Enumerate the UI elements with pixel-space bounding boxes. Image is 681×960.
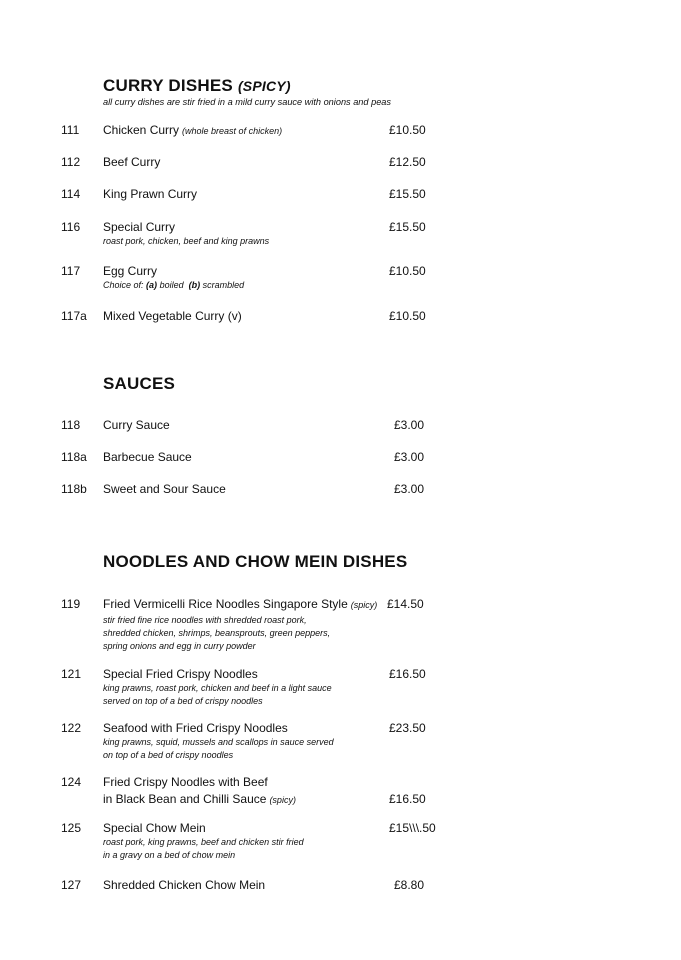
curry-title-note: (SPICY) [237,78,291,94]
item-name [103,123,282,137]
choice-prefix: Choice of: [103,280,144,290]
item-description: king prawns, squid, mussels and scallops in sauce served on top of a bed of crispy noodles [103,737,334,760]
item-name: King Prawn Curry [103,187,198,201]
item-name: Fried Crispy Noodles with Beef [103,775,268,789]
item-name [103,597,377,611]
item-number: 114 [61,187,81,201]
item-description: stir fried fine rice noodles with shredded roast pork, shredded chicken, shrimps, beansprouts, green peppers, spring onions and egg in curry powder [103,615,331,651]
item-price: £15\\\.50 [389,821,436,835]
item-number: 124 [61,775,82,789]
item-price: £16.50 [389,792,426,806]
item-name: Special Chow Mein [103,821,206,835]
item-name: Beef Curry [103,155,161,169]
item-name: Egg Curry [103,264,158,278]
item-number: 121 [61,667,82,681]
item-note: (whole breast of chicken) [182,126,283,136]
item-price: £8.80 [394,878,425,892]
item-name-text: Fried Vermicelli Rice Noodles Singapore Style [103,597,348,611]
item-number: 118a [61,450,87,464]
item-note: (spicy) [269,795,296,805]
item-price: £16.50 [389,667,426,681]
item-name: Mixed Vegetable Curry (v) [103,309,242,323]
item-name: Sweet and Sour Sauce [103,482,226,496]
item-price: £10.50 [389,309,426,323]
noodles-heading: NOODLES AND CHOW MEIN DISHES [103,552,408,571]
item-number: 117a [61,309,87,323]
item-price: £3.00 [394,450,425,464]
sauces-heading: SAUCES [103,374,176,393]
item-number: 127 [61,878,82,892]
item-name-line2 [103,792,296,806]
item-number: 117 [61,264,81,278]
item-name: Seafood with Fried Crispy Noodles [103,721,288,735]
item-description: king prawns, roast pork, chicken and beef in a light sauce served on top of a bed of crispy noodles [103,683,332,706]
curry-intro: all curry dishes are stir fried in a mild curry sauce with onions and peas [103,97,392,107]
item-number: 116 [61,220,81,234]
item-price: £12.50 [389,155,426,169]
item-number: 125 [61,821,82,835]
item-number: 111 [61,123,80,137]
item-description: roast pork, king prawns, beef and chicken stir fried in a gravy on a bed of chow mein [103,837,304,860]
item-price: £3.00 [394,418,425,432]
item-name-line2-text: in Black Bean and Chilli Sauce [103,792,267,806]
item-price: £3.00 [394,482,425,496]
item-name: Shredded Chicken Chow Mein [103,878,266,892]
item-name: Barbecue Sauce [103,450,192,464]
option-a-label: (a) [146,280,158,290]
item-price: £10.50 [389,264,426,278]
item-number: 112 [61,155,81,169]
item-name-text: Chicken Curry [103,123,180,137]
item-name: Curry Sauce [103,418,170,432]
item-description [103,279,244,292]
item-number: 118 [61,418,81,432]
item-price: £23.50 [389,721,426,735]
item-price: £14.50 [387,597,424,611]
option-b: scrambled [202,280,245,290]
item-name: Special Fried Crispy Noodles [103,667,258,681]
option-a: boiled [159,280,184,290]
item-price: £15.50 [389,220,426,234]
option-b-label: (b) [188,280,201,290]
item-number: 118b [61,482,87,496]
item-description: roast pork, chicken, beef and king prawns [103,236,270,246]
item-price: £10.50 [389,123,426,137]
curry-heading [103,76,291,96]
curry-title: CURRY DISHES [103,76,233,95]
item-number: 119 [61,597,81,611]
item-number: 122 [61,721,82,735]
item-note: (spicy) [350,600,378,610]
item-name: Special Curry [103,220,176,234]
item-price: £15.50 [389,187,426,201]
